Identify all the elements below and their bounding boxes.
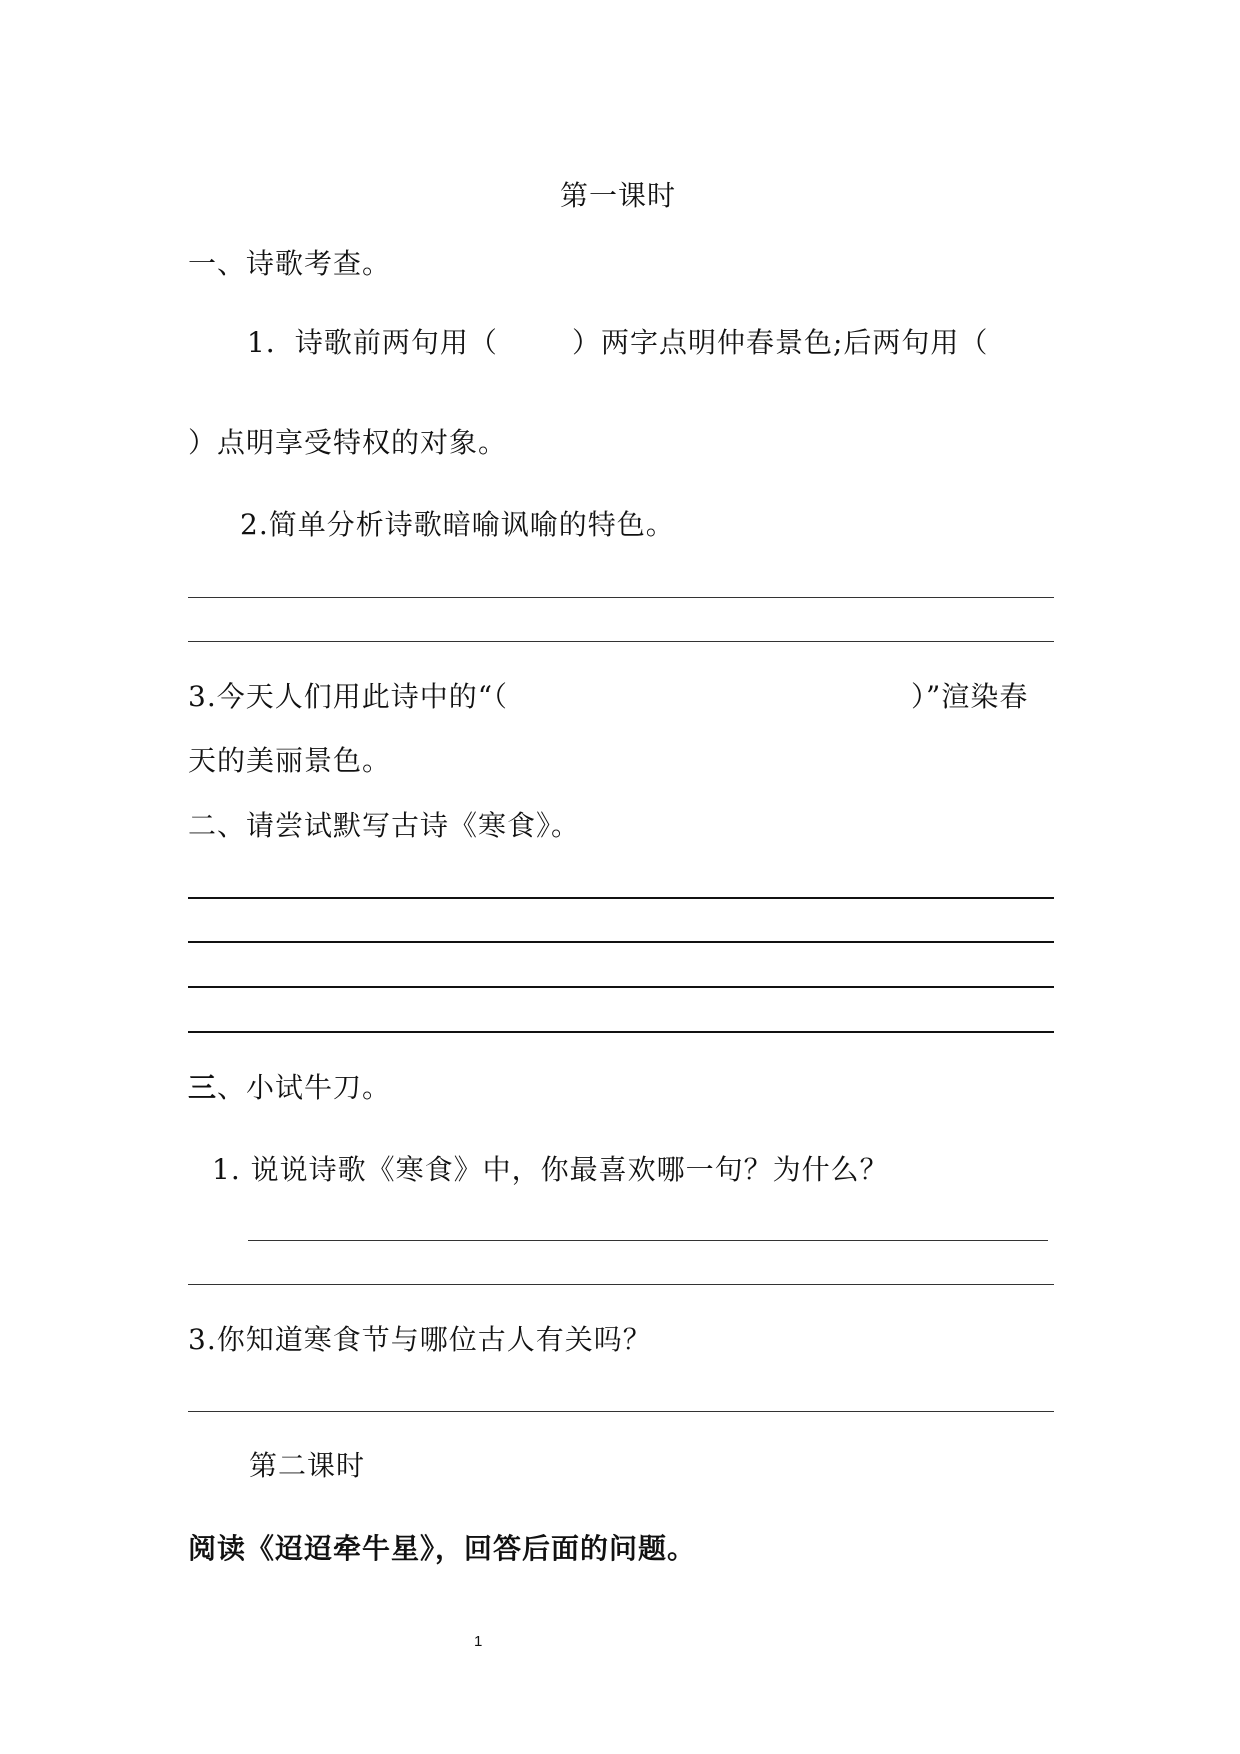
answer-line[interactable] xyxy=(188,641,1054,642)
question1-text-part3: ）点明享受特权的对象。 xyxy=(188,426,508,459)
question1-text-part2: ）两字点明仲春景色;后两句用（ xyxy=(572,326,989,359)
section3-heading-text: 、小试牛刀。 xyxy=(217,1071,392,1104)
poem-writing-line[interactable] xyxy=(188,986,1054,988)
answer-line[interactable] xyxy=(188,1284,1054,1285)
question2-text: 2.简单分析诗歌暗喻讽喻的特色。 xyxy=(240,508,675,541)
section3-question1-text: 1. 说说诗歌《寒食》中，你最喜欢哪一句？为什么？ xyxy=(212,1153,889,1186)
poem-writing-line[interactable] xyxy=(188,941,1054,943)
lesson2-reading-instruction: 阅读《迢迢牵牛星》，回答后面的问题。 xyxy=(188,1532,697,1565)
question3-text-part3: 天的美丽景色。 xyxy=(188,744,392,777)
lesson2-title: 第二课时 xyxy=(249,1449,366,1482)
lesson1-title: 第一课时 xyxy=(560,179,677,212)
section3-question3-text: 3.你知道寒食节与哪位古人有关吗？ xyxy=(188,1323,652,1356)
section1-heading: 一、诗歌考查。 xyxy=(188,247,392,280)
section3-heading xyxy=(188,1071,391,1105)
question3-text-part2: ）”渲染春 xyxy=(911,680,1029,713)
section2-heading: 二、请尝试默写古诗《寒食》。 xyxy=(188,809,581,842)
answer-line[interactable] xyxy=(248,1240,1048,1241)
question3-text-part1: 3.今天人们用此诗中的“（ xyxy=(188,680,509,713)
answer-line[interactable] xyxy=(188,597,1054,598)
question1-text-part1: 1．诗歌前两句用（ xyxy=(247,326,498,359)
page-number: 1 xyxy=(474,1633,483,1650)
answer-line[interactable] xyxy=(188,1411,1054,1412)
poem-writing-line[interactable] xyxy=(188,1031,1054,1033)
poem-writing-line[interactable] xyxy=(188,897,1054,899)
section3-heading-number: 三 xyxy=(188,1071,218,1104)
